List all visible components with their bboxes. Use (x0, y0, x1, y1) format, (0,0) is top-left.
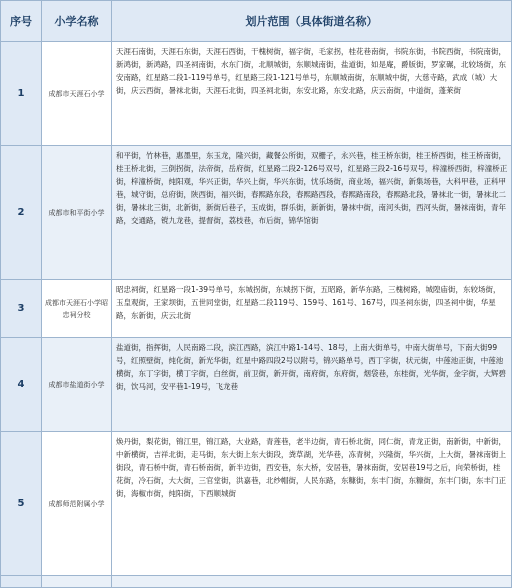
district-streets: 天涯石南街，天涯石东街，天涯石西街，干槐树街，福字街，毛家拐，桂花巷南街，书院东街，书院西街，书院南街，新鸿街，新鸿路，四圣祠南街，水东门街，北顺城街，东顺城南街，盐道街，如是庵，爵版街，罗家碾，北较场街，东安南路，红星路二段1-119号单号，红星路三段1-121号单号，东顺城南街，东顺城中街，大慈寺路，武成（城）大街，庆云西街，暑袜北街，天涯石北街，四圣祠北街，东安北路，东安北路，庆云南街，中道街，蓬莱街 (112, 42, 512, 146)
school-name: 成都市和平街小学 (42, 146, 112, 280)
table-row (1, 338, 512, 432)
school-name: 成都市天涯石小学昭忠祠分校 (42, 280, 112, 338)
row-index: 1 (1, 42, 42, 146)
district-streets: 焕丹街，梨花街，锦江里，锦江路，大业路，青莲巷，老半边街，青石桥北街，同仁街，青龙正街，南新街，中新街，中新横街，吉祥北街，走马街，东大街上东大街段，粪草湖，光华巷，冻青树，兴隆街，华兴街，上大街，暑袜南街上街段，青石桥中街，青石桥南街，新半边街，西安巷，东大桥，安居巷，暑袜南街，安居巷19号之后，向荣桥街，桂花街，冷石街，大大街，三官堂街，洪嘉巷，北纱帽街，人民东路，东糠街，东丰门街，东糠街，东丰门街，东丰门正街，海椒市街，纯阳街，下西顺城街 (112, 432, 512, 576)
table-row (1, 146, 512, 280)
row-index: 3 (1, 280, 42, 338)
header-index: 序号 (1, 1, 42, 42)
header-school-name: 小学名称 (42, 1, 112, 42)
school-name: 成都师范附属小学 (42, 432, 112, 576)
header-district-range: 划片范围（具体街道名称） (112, 1, 512, 42)
row-index: 4 (1, 338, 42, 432)
school-name: 成都市盐道街小学 (42, 338, 112, 432)
school-name-empty (42, 576, 112, 588)
district-streets: 和平街，竹林巷，惠墨里，东玉龙，隆兴街，藏餐公所街，双栅子，永兴巷，桂王桥东街，桂王桥西街，桂王桥南街，桂王桥北街，三倒拐街，法帝街，岳府街，红星路二段2-126号双号，红星路三段2-16号双号，梓潼桥西街，梓潼桥正街，梓潼桥街，纯阳观，华兴正街，华兴上街，华兴东街，忧乐场街，商业场，福兴街，新集场巷，大科甲巷，正科甲巷，城守街，总府街，陕西街，福兴街，春熙路东段，春熙路西段，春熙路南段，春熙路北段，暑袜北一街，暑袜北二街，暑袜北三街，北新街，新街后巷子，玉成街，群乐街，新新街，暑袜中街，南河头街，西河头街，暑袜南街，青年路，交通路，镋九龙巷，提督街，荔枝巷，布后街，锦华馆街 (112, 146, 512, 280)
row-index: 2 (1, 146, 42, 280)
school-name: 成都市天涯石小学 (42, 42, 112, 146)
table-header-row (1, 1, 512, 42)
table-row (1, 432, 512, 576)
district-streets-empty (112, 576, 512, 588)
district-streets: 昭忠祠街，红星路一段1-39号单号，东城拐街，东城拐下街，五昭路，新华东路，三槐树路，城隍庙街，东较场街，玉皇观街，王家坝街，五世同堂街，红星路二段119号、159号、161号、167号，四圣祠东街，四圣祠中街，华星路，东新街，庆云北街 (112, 280, 512, 338)
table-row-partial (1, 576, 512, 588)
table-row (1, 280, 512, 338)
table-row (1, 42, 512, 146)
row-index-empty (1, 576, 42, 588)
row-index: 5 (1, 432, 42, 576)
district-streets: 盐道街，指挥街，人民南路二段，滨江西路，滨江中路1-14号、18号，上南大街单号，中南大街单号，下南大街99号，红照壁街，纯化街，新光华街，红星中路四段2号以附号，锦兴路单号，西丁字街，状元街，中莲池正街，中莲池横街，东丁字街，横丁字街，白丝街，前卫街，新开街，南府街，东府街，烟袋巷，东桂街，光华街，金字街，大辉碧街，饮马河，安平巷1-19号，飞龙巷 (112, 338, 512, 432)
